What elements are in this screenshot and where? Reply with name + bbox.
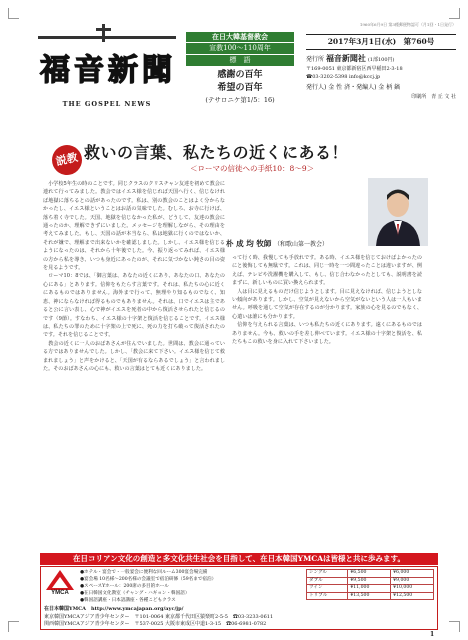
motto-line: (テサロニケ第1/5：16) — [205, 96, 275, 104]
paragraph: 人は目に見えるものだけ信じようとします。目に見えなければ、信じようとしない傾向があります。しかし、空気が見えないから空気がないという人は一人もいません。呼吸を通して空気が存在するのが分かります。家族の心を見るのでもなく、心遣いは誰にも分かります。 — [232, 288, 422, 320]
logo-char: 聞 — [142, 53, 172, 88]
publisher-name: 福音新聞社 — [325, 53, 366, 63]
crop-mark — [449, 8, 460, 19]
motto-box — [186, 32, 294, 118]
author-photo — [368, 178, 428, 246]
paragraph: って行く時、我慢しても手放れです。ある時、イエス様を信じておけばよかったのにと後悔しても無駄です。これは、同じ一時を一つ間違ったことは違いますが、例えば、テレビや洗濯機を購入して、もし、信じ合わなかったとしても、説明書を読まずに、新しいものに買い換えられます。 — [232, 255, 422, 287]
article-subheadline: ＜ローマの信徒への手紙10：8〜9＞ — [190, 164, 315, 173]
table-cell: ¥6,000 — [391, 570, 434, 578]
logo-char: 福 — [40, 53, 70, 88]
table-cell: トリプル — [307, 592, 348, 600]
article-body-left — [43, 180, 225, 542]
table-row — [307, 570, 434, 578]
ymca-logo — [44, 568, 76, 598]
table-row — [307, 577, 434, 585]
logo-cross-icon — [38, 22, 176, 44]
table-cell: ¥9,000 — [391, 577, 434, 585]
table-cell: ¥6,500 — [348, 570, 391, 578]
issue-date: 2017年3月1日(水) 第760号 — [306, 34, 456, 50]
publisher-price: (1部100円) — [367, 57, 395, 63]
ad-description — [80, 569, 300, 604]
paragraph: ローマ10：8では、「御言葉は、あなたの近くにあり、あなたの口、あなたの心にある」とあります。信仰をもたらす言葉です。それは、私たちの心に近くにあるものではありません。海外まで行って、無理やり知るものでなく、知恵、神にならなければ得るものでもありません。それは、口でイエスは主であると公に言い表し、心で神がイエスを死者の中から復活させられたと信じるのです（9節）。すなわち、イエス様の十字架と復活を信じることです。イエス様は、私たちの罪のために十字架の上で死に、死の力を打ち破って復活されたのです。それを信じることです。 — [43, 273, 225, 339]
table-cell: ¥13,500 — [348, 592, 391, 600]
crop-mark — [8, 621, 19, 632]
paragraph: 信仰を与えられる言葉は、いつも私たちの近くにあります。遠くにあるものではありません。今も、救いの手を差し伸べています。イエス様の十字架と復活を、私たちもこの救いを身に入れて下さいました。 — [232, 322, 422, 346]
article-body-right — [232, 254, 422, 542]
sermon-badge: 説教 — [49, 142, 85, 178]
price-table — [306, 569, 434, 600]
article-headline: 救いの言葉、私たちの近くにある！ — [84, 143, 349, 162]
publisher-info — [306, 54, 456, 101]
ad-footer-line: 在日本韓国YMCA http://www.ymcajapan.org/ayc/jp/ — [44, 606, 184, 612]
publisher-people: 発行人) 金 性 済・発編人) 金 柄 鎬 — [306, 84, 401, 91]
table-cell: ツイン — [307, 585, 348, 593]
author-name: 朴 成 均 牧師 — [226, 239, 272, 248]
ad-footer-line: 関西韓国YMCAアジア青少年センター 〒537-0025 大阪市東成区中道1-3-15 ☎06-6981-0782 — [44, 621, 267, 627]
table-cell: ¥11,000 — [348, 585, 391, 593]
table-row — [307, 592, 434, 600]
motto-line: 宣教100〜110周年 — [186, 43, 294, 54]
table-cell: ダブル — [307, 577, 348, 585]
ad-footer — [44, 606, 434, 629]
ymca-logo-text: YMCA — [51, 590, 69, 596]
publisher-label: 発行所 — [306, 56, 325, 63]
motto-line: 在日大韓基督教会 — [186, 32, 294, 42]
publisher-address: 〒169-0051 東京都新宿区西早稲田2-3-18 — [306, 66, 403, 72]
motto-line: 希望の百年 — [217, 83, 263, 93]
paragraph: 小学校5年生の時のことです。同じクラスのクリスチャン友達を初めて教会に連れて行ってみました。教会ではイエス様を信じれば天国へ行く、信じなければ地獄に落ちるとの話があったのです。私は、別の教会のことはよく分からなかったし、イエス様ということはお話の気味でした。むしろ、お寺に行けば、落ち着く寺でした。天国、地獄を信じなかった私が、どうして、友達の教会に通ったのか、理解できずにいました。メッセージを理解しながら、その理由を考えてみました。もし、天国の話が本当なら、私は地獄に行くのではないか、それが嫌で、理解まで出来ないかを確認しました。しかし、イエス様を信じるようになったのは、それから十年後でした。今、振り返ってみれば、イエス様の方から私を導き、いつも身近にあったのが、それに気づかない鈍さの目の姿を見るようです。 — [43, 181, 225, 272]
ad-line: ●宴会場 10名様〜200名様の会議室で宿泊研修（59名まで宿泊） — [80, 577, 217, 582]
masthead — [18, 14, 456, 134]
motto-line: 標 語 — [186, 55, 294, 66]
logo-subtitle: THE GOSPEL NEWS — [62, 100, 152, 108]
publisher-tel: ☎03-3202-5398 info@kccj.jp — [306, 74, 381, 80]
article-author — [226, 238, 426, 249]
table-row — [307, 585, 434, 593]
postal-notice: 1960年6月9日 第3種郵便物認可（月1回・1日発行） — [359, 22, 456, 27]
table-cell: ¥9,500 — [348, 577, 391, 585]
issue-info — [306, 22, 456, 101]
logo-char: 新 — [108, 53, 138, 88]
portrait-image — [368, 178, 428, 246]
ad-footer-line: 東京韓国YMCAアジア青少年センター 〒101-0064 東京都千代田区猿楽町2-5-5 ☎03-3233-0611 — [44, 613, 274, 620]
ad-line: ●韓国語講座・日本語講座・各種こどもクラス — [80, 598, 176, 603]
table-cell: ¥10,000 — [391, 585, 434, 593]
crop-mark — [449, 621, 460, 632]
newspaper-logo — [38, 22, 176, 112]
paragraph: 教会の近くに一人のおばあさんが住んでいました。世間は、教会に通っている方ではありませんでした。しかし、「教会に来て下さい。イエス様を信じて救まれましょう」と声をかけると、「天国が有るならあるでしょう」と言われました。そのおばあさんの心にも、救いの言葉はとても近くにありました。 — [43, 340, 225, 372]
ad-line: ●ホテル・宴会で・一般宴会に便利な回ルーム300宴会場完備 — [80, 570, 208, 575]
page-number: 1 — [430, 631, 435, 638]
ymca-ad-banner: 在日コリアン文化の創造と多文化共生社会を目指して、在日本韓国YMCAは皆様と共に歩みます。 — [40, 553, 438, 565]
table-cell: ¥12,500 — [391, 592, 434, 600]
printer: 印刷所 青 丘 文 社 — [411, 94, 456, 100]
author-church: （和歌山第一教会） — [273, 241, 328, 248]
motto-line: 感謝の百年 — [217, 70, 263, 80]
logo-char: 音 — [74, 53, 104, 88]
ad-line: ●スペースYホール：200席の多目的ホール — [80, 584, 169, 589]
table-cell: シングル — [307, 570, 348, 578]
ad-line: ●在日韓国文化教室（チャング・ハギョン・韓国語） — [80, 591, 190, 596]
